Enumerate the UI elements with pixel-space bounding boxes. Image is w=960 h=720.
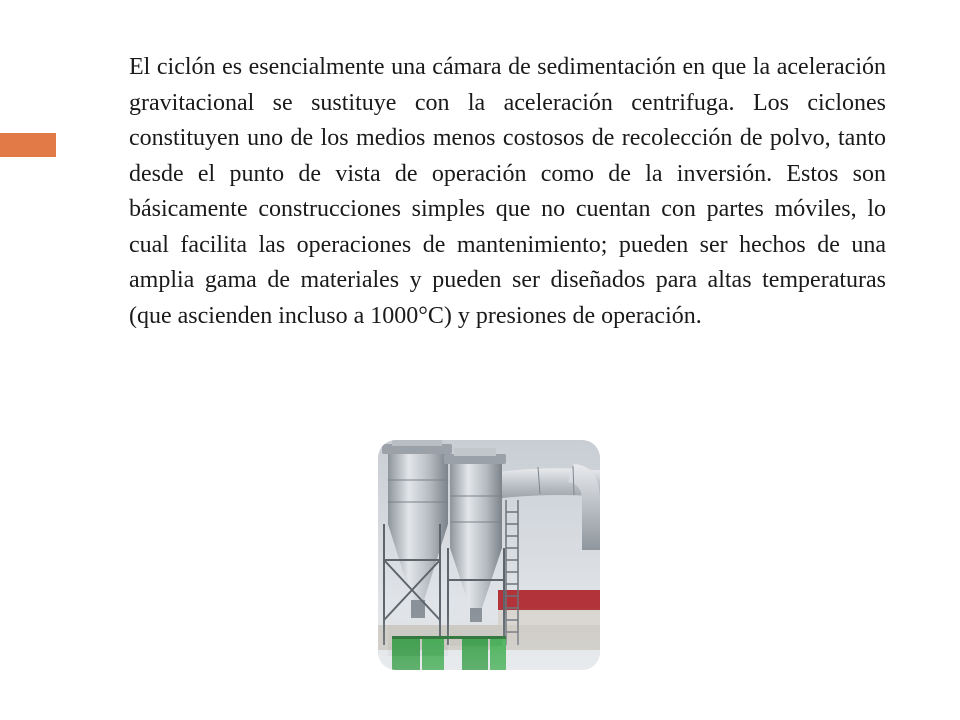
accent-bar (0, 133, 56, 157)
cyclone-photo-reflection (378, 440, 600, 670)
body-paragraph: El ciclón es esencialmente una cámara de sedimentación en que la aceleración gravitacional se sustituye con la aceleración centrifuga. Los ciclones constituyen uno de los medios menos costosos de recolección de polvo, tanto desde el punto de vista de operación como de la inversión. Estos son básicamente construcciones simples que no cuentan con partes móviles, lo cual facilita las operaciones de mantenimiento; pueden ser hechos de una amplia gama de materiales y pueden ser diseñados para altas temperaturas (que ascienden incluso a 1000°C) y presiones de operación. (129, 54, 886, 329)
